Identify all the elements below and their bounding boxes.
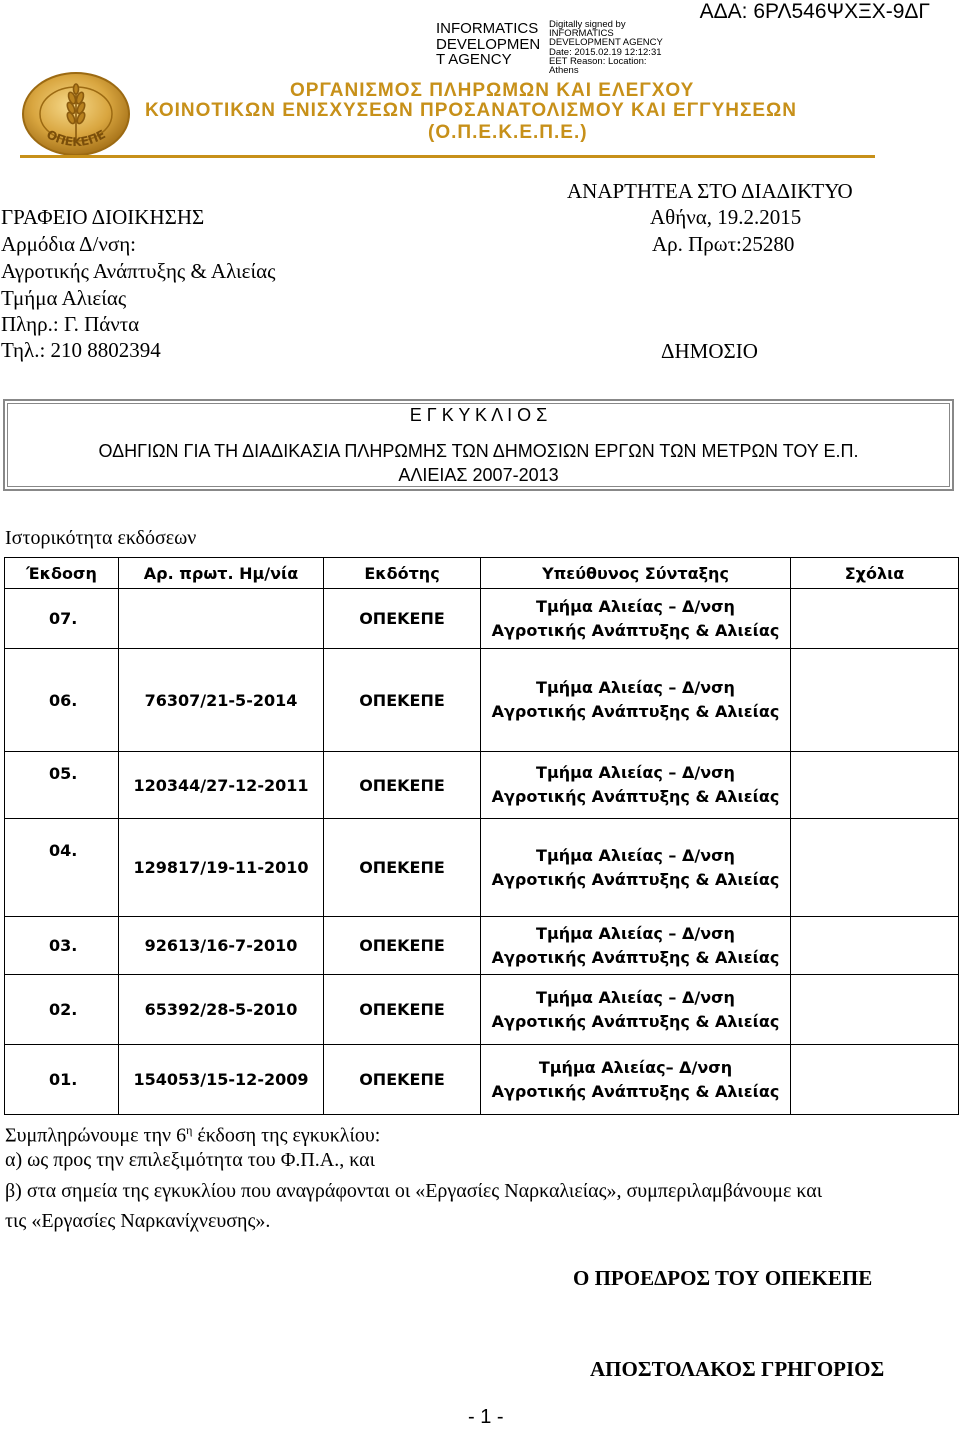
protocol-number: Αρ. Πρωτ:25280: [652, 232, 795, 256]
comments-cell: [791, 819, 959, 917]
protocol-cell: 92613/16-7-2010: [119, 917, 324, 975]
banner-divider: [20, 155, 875, 158]
comments-cell: [791, 917, 959, 975]
circular-title: ΟΔΗΓΙΩΝ ΓΙΑ ΤΗ ΔΙΑΔΙΚΑΣΙΑ ΠΛΗΡΩΜΗΣ ΤΩΝ ΔΗΜΟΣΙΩΝ ΕΡΓΩΝ ΤΩΝ ΜΕΤΡΩΝ ΤΟΥ Ε.Π.: [98, 441, 859, 461]
issuer-cell: ΟΠΕΚΕΠΕ: [324, 589, 481, 649]
responsible-cell: Τμήμα Αλιείας – Δ/νση Αγροτικής Ανάπτυξης & Αλιείας: [481, 589, 791, 649]
edition-history-table: [4, 557, 959, 1115]
comments-cell: [791, 975, 959, 1045]
table-row: [5, 975, 959, 1045]
issuer-cell: ΟΠΕΚΕΠΕ: [324, 1045, 481, 1115]
contact-phone: Τηλ.: 210 8802394: [1, 338, 161, 362]
protocol-cell: 154053/15-12-2009: [119, 1045, 324, 1115]
responsible-cell: Τμήμα Αλιείας – Δ/νση Αγροτικής Ανάπτυξης & Αλιείας: [481, 649, 791, 752]
protocol-cell: [119, 589, 324, 649]
issuer-cell: ΟΠΕΚΕΠΕ: [324, 819, 481, 917]
col-protocol-date: Αρ. πρωτ. Ημ/νία: [119, 558, 324, 589]
table-header-row: [5, 558, 959, 589]
table-row: [5, 649, 959, 752]
issuer-cell: ΟΠΕΚΕΠΕ: [324, 917, 481, 975]
edition-cell: 07.: [5, 589, 119, 649]
responsible-cell: Τμήμα Αλιείας – Δ/νση Αγροτικής Ανάπτυξης & Αλιείας: [481, 819, 791, 917]
body-paragraph-3: β) στα σημεία της εγκυκλίου που αναγράφονται οι «Εργασίες Ναρκαλιείας», συμπεριλαμβάνουμε και: [5, 1180, 823, 1202]
table-row: [5, 917, 959, 975]
col-comments: Σχόλια: [791, 558, 959, 589]
contact-person: Πληρ.: Γ. Πάντα: [1, 312, 140, 336]
office-name: ΓΡΑΦΕΙΟ ΔΙΟΙΚΗΣΗΣ: [1, 205, 205, 229]
responsible-cell: Τμήμα Αλιείας – Δ/νση Αγροτικής Ανάπτυξης & Αλιείας: [481, 917, 791, 975]
edition-cell: 06.: [5, 649, 119, 752]
responsible-cell: Τμήμα Αλιείας– Δ/νση Αγροτικής Ανάπτυξης & Αλιείας: [481, 1045, 791, 1115]
table-row: [5, 1045, 959, 1115]
signatory-role: Ο ΠΡΟΕΔΡΟΣ ΤΟΥ ΟΠΕΚΕΠΕ: [573, 1266, 873, 1290]
body-paragraph-4: τις «Εργασίες Ναρκανίχνευσης».: [5, 1210, 271, 1232]
comments-cell: [791, 752, 959, 819]
responsible-cell: Τμήμα Αλιείας – Δ/νση Αγροτικής Ανάπτυξης & Αλιείας: [481, 975, 791, 1045]
comments-cell: [791, 1045, 959, 1115]
org-name-line2: ΚΟΙΝΟΤΙΚΩΝ ΕΝΙΣΧΥΣΕΩΝ ΠΡΟΣΑΝΑΤΟΛΙΣΜΟΥ ΚΑΙ ΕΓΓΥΗΣΕΩΝ: [145, 100, 797, 121]
circular-label: Ε Γ Κ Υ Κ Λ Ι Ο Σ: [409, 405, 548, 425]
edition-cell: 01.: [5, 1045, 119, 1115]
comments-cell: [791, 589, 959, 649]
posted-online-note: ΑΝΑΡΤΗΤΕΑ ΣΤΟ ΔΙΑΔΙΚΤΥΟ: [567, 179, 853, 203]
edition-cell: 05.: [5, 752, 119, 819]
col-responsible: Υπεύθυνος Σύνταξης: [481, 558, 791, 589]
table-row: [5, 819, 959, 917]
competent-directorate-label: Αρμόδια Δ/νση:: [1, 232, 137, 256]
edition-cell: 02.: [5, 975, 119, 1045]
body-paragraph-1: Συμπληρώνουμε την $6^\eta$ έκδοση της εγκυκλίου:: [5, 1123, 381, 1147]
directorate-name: Αγροτικής Ανάπτυξης & Αλιείας: [1, 259, 276, 283]
table-row: [5, 589, 959, 649]
history-caption: Ιστορικότητα εκδόσεων: [5, 527, 197, 549]
department-name: Τμήμα Αλιείας: [1, 286, 127, 310]
edition-cell: 03.: [5, 917, 119, 975]
issuer-cell: ΟΠΕΚΕΠΕ: [324, 752, 481, 819]
issuer-cell: ΟΠΕΚΕΠΕ: [324, 975, 481, 1045]
comments-cell: [791, 649, 959, 752]
col-edition: Έκδοση: [5, 558, 119, 589]
protocol-cell: 129817/19-11-2010: [119, 819, 324, 917]
body-paragraph-2: α) ως προς την επιλεξιμότητα του Φ.Π.Α., και: [5, 1149, 375, 1171]
place-date: Αθήνα, 19.2.2015: [650, 205, 802, 229]
circular-subtitle: ΑΛΙΕΙΑΣ 2007-2013: [398, 465, 559, 485]
issuer-cell: ΟΠΕΚΕΠΕ: [324, 649, 481, 752]
digital-signature-entity: INFORMATICS DEVELOPMEN T AGENCY: [436, 20, 541, 68]
svg-text:ΟΠΕΚΕΠΕ: ΟΠΕΚΕΠΕ: [44, 127, 108, 150]
digital-signature-details: Digitally signed by INFORMATICS DEVELOPMENT AGENCY Date: 2015.02.19 12:12:31 EET Reason: Location: Athens: [549, 19, 663, 77]
opekepe-logo: [20, 70, 132, 158]
page-number: - 1 -: [468, 1406, 504, 1428]
circular-title-box: [3, 399, 954, 491]
signatory-name: ΑΠΟΣΤΟΛΑΚΟΣ ΓΡΗΓΟΡΙΟΣ: [590, 1357, 885, 1381]
edition-cell: 04.: [5, 819, 119, 917]
responsible-cell: Τμήμα Αλιείας – Δ/νση Αγροτικής Ανάπτυξης & Αλιείας: [481, 752, 791, 819]
org-name-line1: ΟΡΓΑΝΙΣΜΟΣ ΠΛΗΡΩΜΩΝ ΚΑΙ ΕΛΕΓΧΟΥ: [290, 80, 695, 101]
protocol-cell: 65392/28-5-2010: [119, 975, 324, 1045]
ada-code: ΑΔΑ: 6ΡΛ546ΨΧΞΧ-9ΔΓ: [699, 0, 930, 23]
classification: ΔΗΜΟΣΙΟ: [661, 339, 758, 363]
org-name-line3: (Ο.Π.Ε.Κ.Ε.Π.Ε.): [428, 122, 588, 143]
col-issuer: Εκδότης: [324, 558, 481, 589]
table-row: [5, 752, 959, 819]
protocol-cell: 76307/21-5-2014: [119, 649, 324, 752]
protocol-cell: 120344/27-12-2011: [119, 752, 324, 819]
